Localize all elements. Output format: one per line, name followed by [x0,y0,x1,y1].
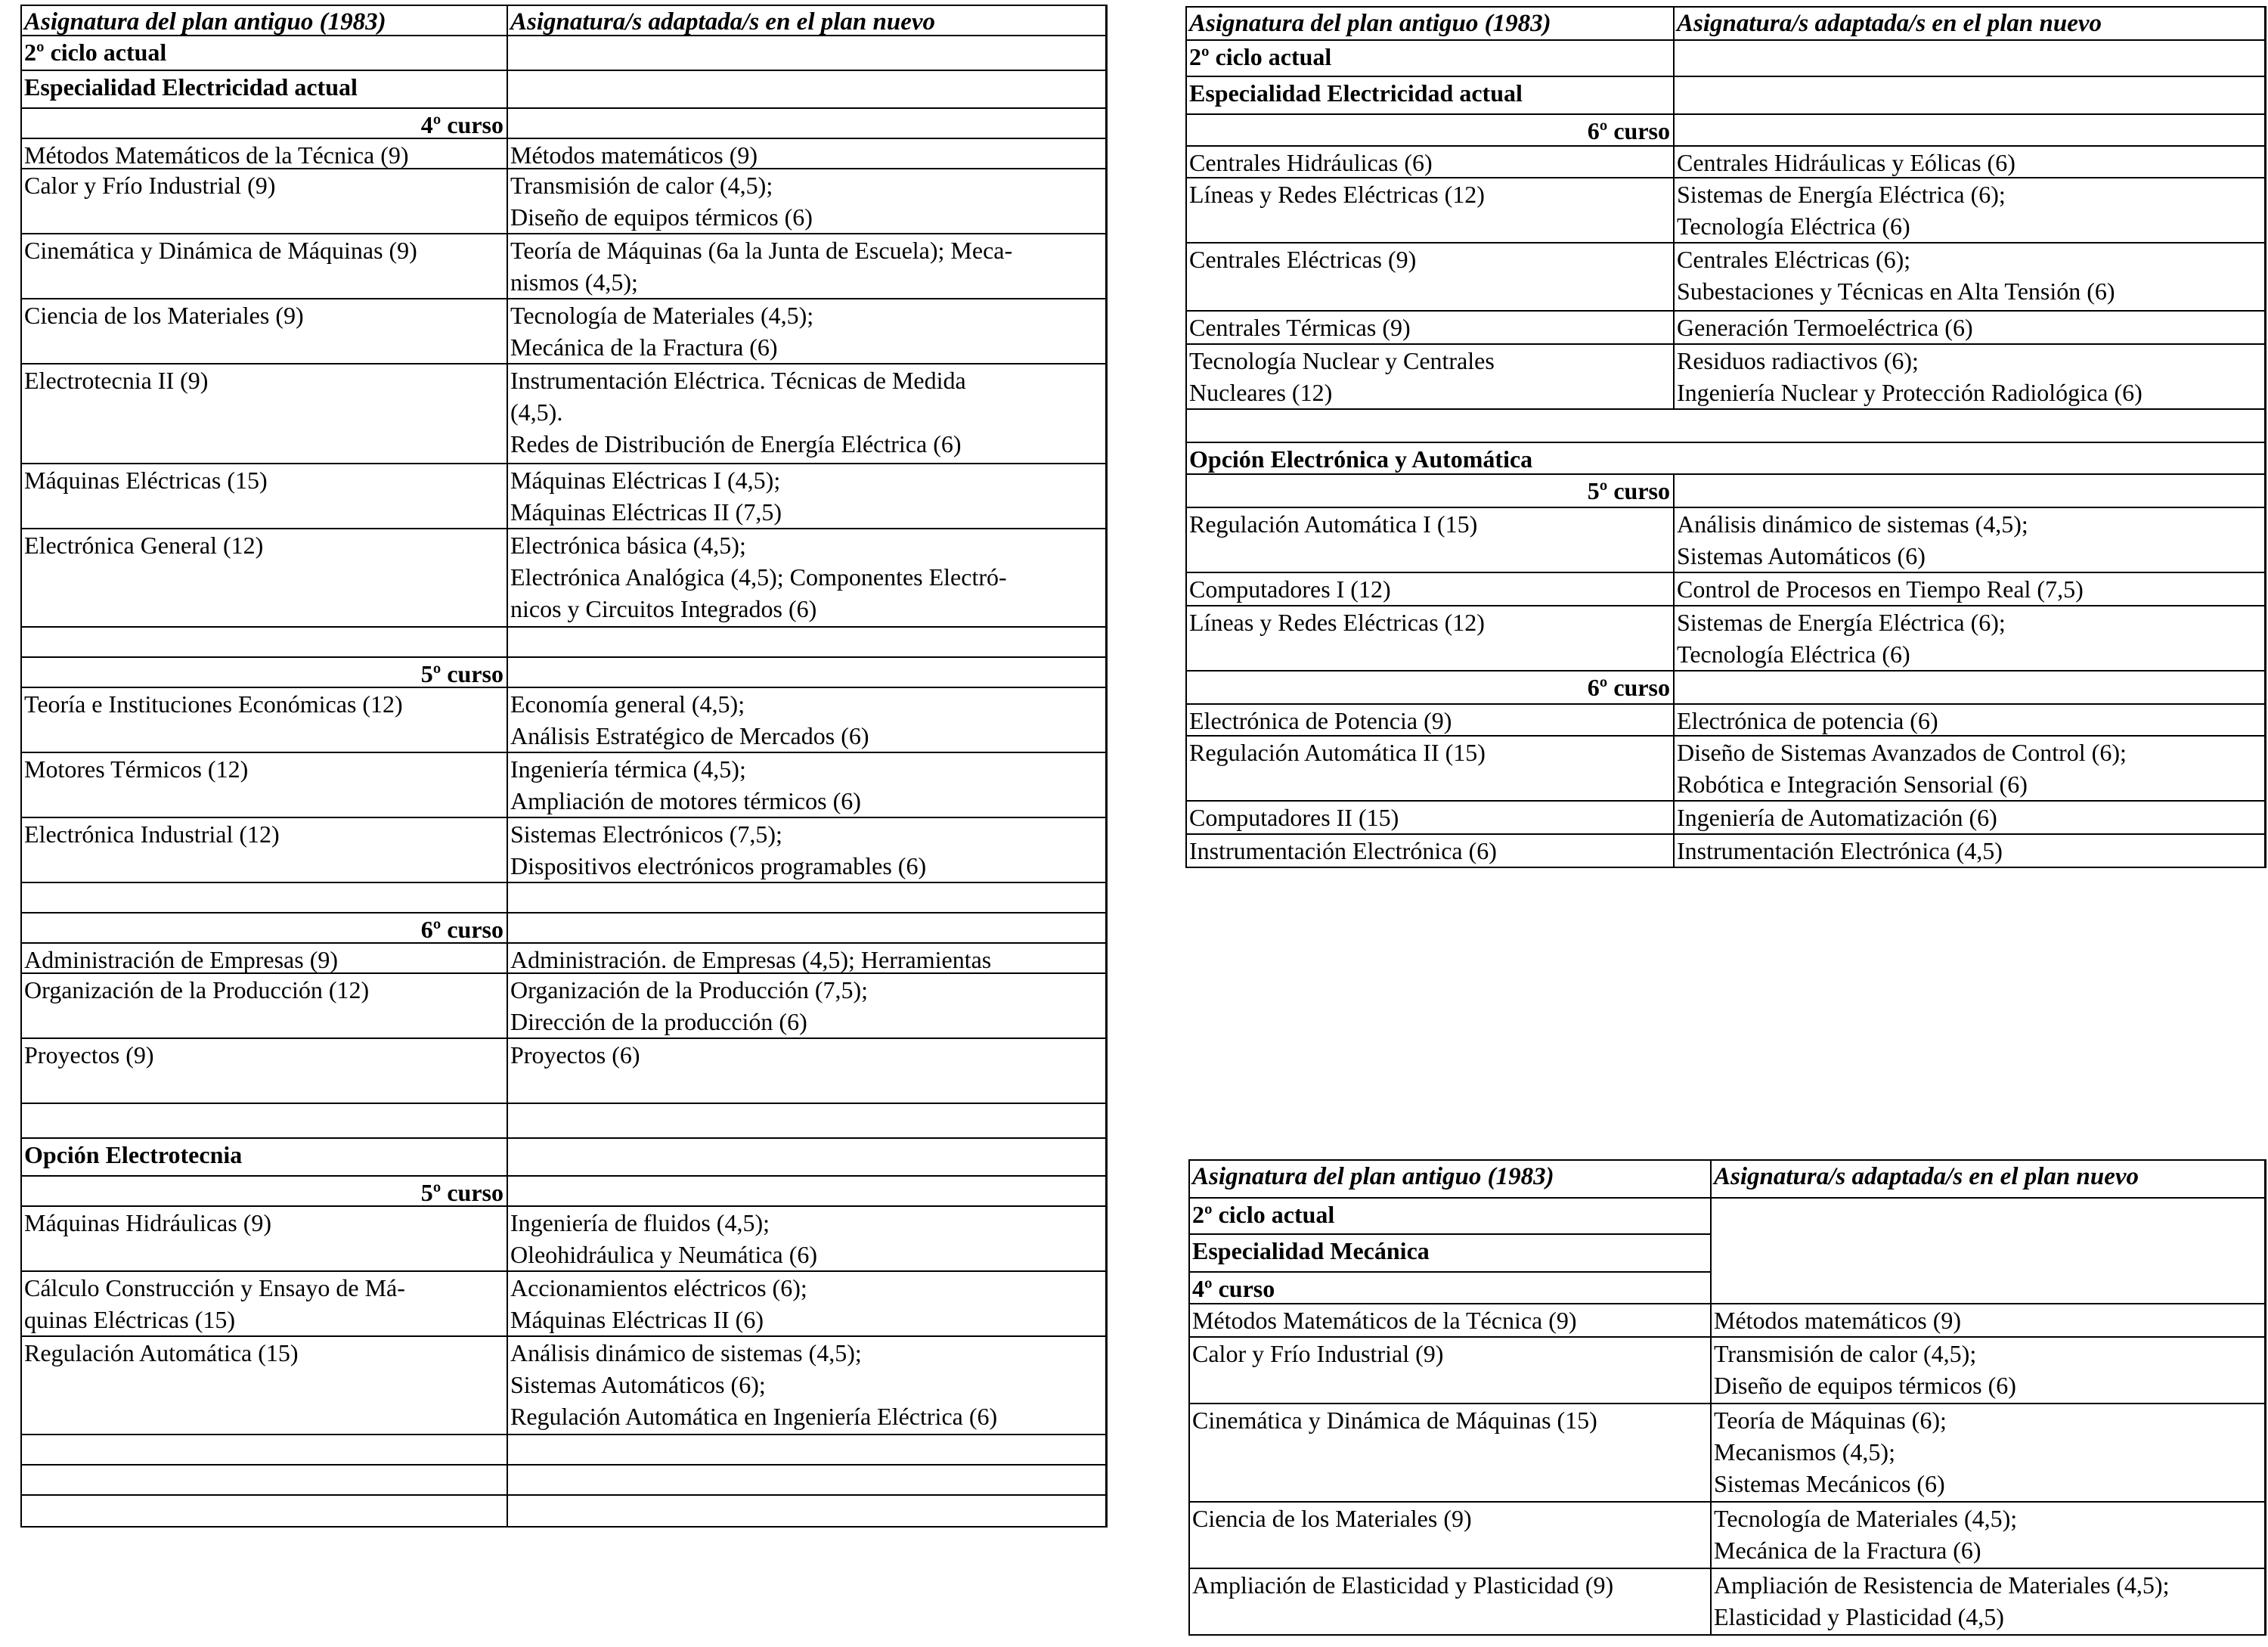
old-subject: Métodos Matemáticos de la Técnica (9) [20,138,507,168]
new-subject: Sistemas de Energía Eléctrica (6); Tecnología Eléctrica (6) [1673,177,2266,242]
old-subject: Centrales Eléctricas (9) [1185,242,1673,310]
new-subject: Economía general (4,5); Análisis Estratégico de Mercados (6) [507,687,1108,752]
new-subject: Sistemas Electrónicos (7,5); Dispositivos electrónicos programables (6) [507,817,1108,882]
blank-cell [1673,442,2266,473]
new-subject: Tecnología de Materiales (4,5); Mecánica de la Fractura (6) [1710,1501,2266,1568]
blank-cell [1185,408,1673,442]
new-subject: Métodos matemáticos (9) [507,138,1108,168]
old-subject: Regulación Automática (15) [20,1335,507,1434]
course-label: 5º curso [20,1175,507,1205]
old-subject: Centrales Térmicas (9) [1185,310,1673,343]
old-subject: Calor y Frío Industrial (9) [20,168,507,233]
specialty-label: Especialidad Electricidad actual [1185,76,1673,113]
new-subject: Teoría de Máquinas (6a la Junta de Escuela); Meca- nismos (4,5); [507,233,1108,298]
header-new-subject: Asignatura/s adaptada/s en el plan nuevo [1673,6,2266,39]
adaptation-table-electricity-6th [1185,6,2266,868]
blank-cell [20,1434,507,1464]
old-subject: Proyectos (9) [20,1038,507,1103]
blank-cell [20,1494,507,1526]
header-old-subject: Asignatura del plan antiguo (1983) [1188,1159,1710,1197]
new-subject: Centrales Hidráulicas y Eólicas (6) [1673,145,2266,177]
new-subject: Análisis dinámico de sistemas (4,5); Sistemas Automáticos (6); Regulación Automática en Ingeniería Eléctrica (6) [507,1335,1108,1434]
blank-cell [507,1494,1108,1526]
specialty-label: Especialidad Mecánica [1188,1233,1710,1271]
new-subject: Ampliación de Resistencia de Materiales (4,5); Elasticidad y Plasticidad (4,5) [1710,1568,2266,1634]
course-label: 6º curso [1185,670,1673,703]
cycle-label: 2º ciclo actual [20,35,507,70]
old-subject: Instrumentación Electrónica (6) [1185,833,1673,867]
new-subject: Administración. de Empresas (4,5); Herramientas [507,942,1108,972]
blank-cell [507,1103,1108,1137]
old-subject: Computadores II (15) [1185,800,1673,833]
old-subject: Electrónica Industrial (12) [20,817,507,882]
blank-cell [1710,1197,2266,1303]
old-subject: Administración de Empresas (9) [20,942,507,972]
new-subject: Métodos matemáticos (9) [1710,1303,2266,1336]
new-subject: Residuos radiactivos (6); Ingeniería Nuclear y Protección Radiológica (6) [1673,343,2266,408]
header-old-subject: Asignatura del plan antiguo (1983) [20,5,507,35]
old-subject: Electrónica de Potencia (9) [1185,703,1673,735]
new-subject: Sistemas de Energía Eléctrica (6); Tecnología Eléctrica (6) [1673,605,2266,670]
old-subject: Computadores I (12) [1185,572,1673,605]
new-subject: Accionamientos eléctricos (6); Máquinas Eléctricas II (6) [507,1270,1108,1335]
old-subject: Teoría e Instituciones Económicas (12) [20,687,507,752]
old-subject: Centrales Hidráulicas (6) [1185,145,1673,177]
adaptation-table-electricity [20,5,1108,1528]
course-label: 4º curso [1188,1271,1710,1303]
old-subject: Líneas y Redes Eléctricas (12) [1185,177,1673,242]
new-subject: Tecnología de Materiales (4,5); Mecánica de la Fractura (6) [507,298,1108,363]
option-label: Opción Electrónica y Automática [1185,442,1673,473]
new-subject: Centrales Eléctricas (6); Subestaciones y Técnicas en Alta Tensión (6) [1673,242,2266,310]
course-label: 6º curso [20,912,507,942]
new-subject: Teoría de Máquinas (6); Mecanismos (4,5); Sistemas Mecánicos (6) [1710,1403,2266,1501]
new-subject: Proyectos (6) [507,1038,1108,1103]
course-label: 5º curso [1185,473,1673,507]
option-label: Opción Electrotecnia [20,1137,507,1175]
blank-cell [507,107,1108,138]
old-subject: Ciencia de los Materiales (9) [1188,1501,1710,1568]
old-subject: Ciencia de los Materiales (9) [20,298,507,363]
old-subject: Máquinas Eléctricas (15) [20,463,507,528]
old-subject: Tecnología Nuclear y Centrales Nucleares (12) [1185,343,1673,408]
old-subject: Métodos Matemáticos de la Técnica (9) [1188,1303,1710,1336]
new-subject: Organización de la Producción (7,5); Dirección de la producción (6) [507,972,1108,1038]
blank-cell [507,1175,1108,1205]
new-subject: Ingeniería de Automatización (6) [1673,800,2266,833]
course-label: 4º curso [20,107,507,138]
blank-cell [20,626,507,656]
new-subject: Instrumentación Eléctrica. Técnicas de Medida (4,5). Redes de Distribución de Energía Eléctrica (6) [507,363,1108,463]
blank-cell [1673,39,2266,76]
blank-cell [507,1464,1108,1494]
old-subject: Organización de la Producción (12) [20,972,507,1038]
new-subject: Instrumentación Electrónica (4,5) [1673,833,2266,867]
blank-cell [507,1434,1108,1464]
cycle-label: 2º ciclo actual [1188,1197,1710,1233]
course-label: 5º curso [20,656,507,687]
new-subject: Control de Procesos en Tiempo Real (7,5) [1673,572,2266,605]
old-subject: Cálculo Construcción y Ensayo de Má- quinas Eléctricas (15) [20,1270,507,1335]
blank-cell [507,912,1108,942]
new-subject: Diseño de Sistemas Avanzados de Control (6); Robótica e Integración Sensorial (6) [1673,735,2266,800]
blank-cell [507,35,1108,70]
old-subject: Motores Térmicos (12) [20,752,507,817]
new-subject: Electrónica de potencia (6) [1673,703,2266,735]
new-subject: Transmisión de calor (4,5); Diseño de equipos térmicos (6) [507,168,1108,233]
old-subject: Electrónica General (12) [20,528,507,626]
cycle-label: 2º ciclo actual [1185,39,1673,76]
course-label: 6º curso [1185,113,1673,145]
blank-cell [20,1103,507,1137]
new-subject: Máquinas Eléctricas I (4,5); Máquinas Eléctricas II (7,5) [507,463,1108,528]
new-subject: Ingeniería de fluidos (4,5); Oleohidráulica y Neumática (6) [507,1205,1108,1270]
blank-cell [20,1464,507,1494]
new-subject: Análisis dinámico de sistemas (4,5); Sistemas Automáticos (6) [1673,507,2266,572]
blank-cell [1673,76,2266,113]
header-new-subject: Asignatura/s adaptada/s en el plan nuevo [507,5,1108,35]
old-subject: Líneas y Redes Eléctricas (12) [1185,605,1673,670]
blank-cell [1673,408,2266,442]
old-subject: Electrotecnia II (9) [20,363,507,463]
new-subject: Ingeniería térmica (4,5); Ampliación de motores térmicos (6) [507,752,1108,817]
blank-cell [507,70,1108,107]
specialty-label: Especialidad Electricidad actual [20,70,507,107]
old-subject: Ampliación de Elasticidad y Plasticidad (9) [1188,1568,1710,1634]
old-subject: Regulación Automática II (15) [1185,735,1673,800]
new-subject: Electrónica básica (4,5); Electrónica Analógica (4,5); Componentes Electró- nicos y Circuitos Integrados (6) [507,528,1108,626]
old-subject: Máquinas Hidráulicas (9) [20,1205,507,1270]
blank-cell [1673,473,2266,507]
blank-cell [507,882,1108,912]
new-subject: Generación Termoeléctrica (6) [1673,310,2266,343]
old-subject: Cinemática y Dinámica de Máquinas (9) [20,233,507,298]
old-subject: Cinemática y Dinámica de Máquinas (15) [1188,1403,1710,1501]
old-subject: Calor y Frío Industrial (9) [1188,1336,1710,1403]
header-old-subject: Asignatura del plan antiguo (1983) [1185,6,1673,39]
new-subject: Transmisión de calor (4,5); Diseño de equipos térmicos (6) [1710,1336,2266,1403]
blank-cell [1673,113,2266,145]
old-subject: Regulación Automática I (15) [1185,507,1673,572]
adaptation-table-mechanics [1188,1159,2266,1636]
blank-cell [20,882,507,912]
blank-cell [1673,670,2266,703]
blank-cell [507,1137,1108,1175]
header-new-subject: Asignatura/s adaptada/s en el plan nuevo [1710,1159,2266,1197]
blank-cell [507,626,1108,656]
blank-cell [507,656,1108,687]
